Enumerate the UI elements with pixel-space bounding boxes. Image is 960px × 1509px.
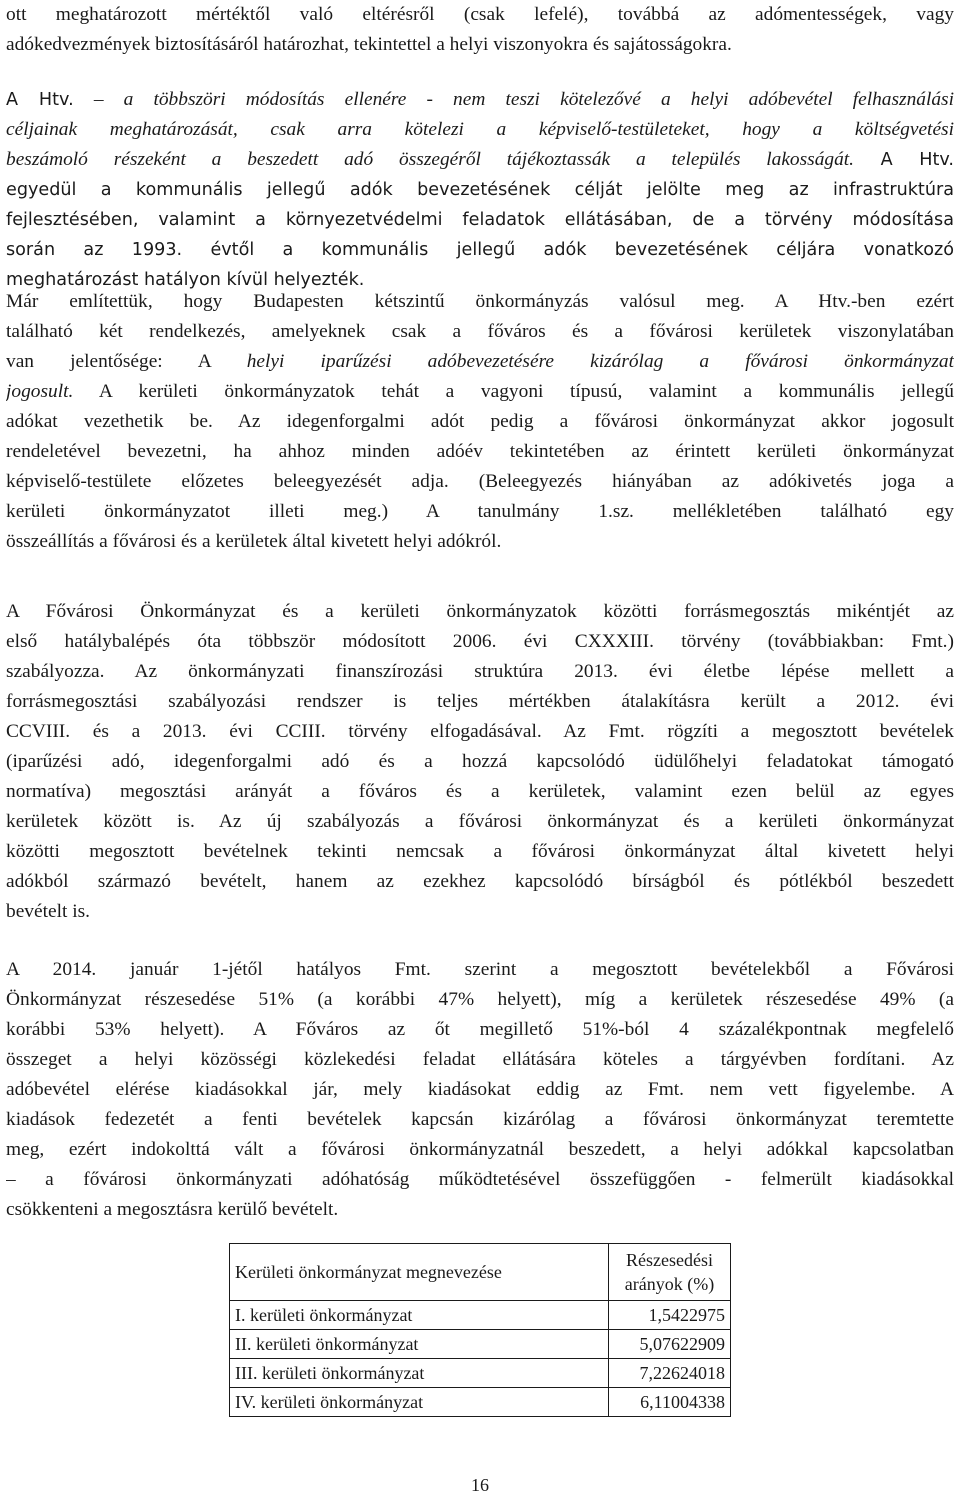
text-line: adókat vezethetik be. Az idegenforgalmi adót pedig a fővárosi önkormányzat akkor jogosult (6, 411, 954, 432)
column-header-name: Kerületi önkormányzat megnevezése (230, 1244, 609, 1301)
district-name-cell: IV. kerületi önkormányzat (230, 1388, 609, 1417)
text-line: bevételt is. (6, 901, 91, 922)
text-line: céljainak meghatározását, csak arra kötelezi a képviselő-testületeket, hogy a költségvetési (6, 119, 954, 140)
text-line: egyedül a kommunális jellegű adók bevezetésének célját jelölte meg az infrastruktúra (6, 180, 954, 200)
text-run: A kerületi önkormányzatok tehát a vagyoni típusú, valamint a kommunális jellegű (73, 381, 954, 402)
italic-text-run: jogosult. (6, 381, 74, 402)
paragraph-1 (6, 0, 954, 60)
text-line: adókból származó bevételt, hanem az ezekhez kapcsolódó bírságból és pótlékból beszedett (6, 871, 954, 892)
table-header-row (230, 1244, 731, 1301)
share-value-cell: 6,11004338 (609, 1388, 731, 1417)
table-row (230, 1330, 731, 1359)
text-line: Önkormányzat részesedése 51% (a korábbi 47% helyett), míg a kerületek részesedése 49% (a (6, 989, 954, 1010)
text-line: fejlesztésében, valamint a környezetvédelmi feladatok ellátásában, de a törvény módosítása (6, 210, 954, 230)
text-line: CCVIII. és a 2013. évi CCIII. törvény elfogadásával. Az Fmt. rögzíti a megosztott bevételek (6, 721, 954, 742)
text-line: normatíva) megosztási arányát a főváros és a kerületek, valamint ezen belül az egyes (6, 781, 954, 802)
district-name-cell: III. kerületi önkormányzat (230, 1359, 609, 1388)
paragraph-3 (6, 287, 954, 557)
text-line: kiadások fedezetét a fenti bevételek kapcsán kizárólag a fővárosi önkormányzat teremtette (6, 1109, 954, 1130)
share-value-cell: 1,5422975 (609, 1301, 731, 1330)
text-line (6, 347, 954, 377)
table-row (230, 1388, 731, 1417)
paragraph-5 (6, 955, 954, 1225)
table-row (230, 1359, 731, 1388)
text-line: összeállítás a fővárosi és a kerületek által kivetett helyi adókról. (6, 531, 502, 552)
text-line: szabályozza. Az önkormányzati finanszírozási struktúra 2013. évi életbe lépése mellett a (6, 661, 954, 682)
text-line: forrásmegosztási szabályozási rendszer is teljes mértékben átalakításra került a 2012. évi (6, 691, 954, 712)
text-line: található két rendelkezés, amelyeknek csak a főváros és a fővárosi kerületek viszonylatában (6, 321, 954, 342)
text-line: (iparűzési adó, idegenforgalmi adó és a hozzá kapcsolódó üdülőhelyi feladatokat támogató (6, 751, 954, 772)
text-line: A Fővárosi Önkormányzat és a kerületi önkormányzatok közötti forrásmegosztás mikéntjét az (6, 601, 954, 622)
text-line: rendeletével bevezetni, ha ahhoz minden adóév tekintetében az érintett kerületi önkormányzat (6, 441, 954, 462)
text-line: meghatározást hatályon kívül helyezték. (6, 270, 365, 290)
text-line (6, 85, 954, 115)
text-line: meg, ezért indokolttá vált a fővárosi önkormányzatnál beszedett, a helyi adókkal kapcsolatban (6, 1139, 954, 1160)
paragraph-4 (6, 597, 954, 927)
text-run: van jelentősége: A (6, 351, 247, 372)
text-line: során az 1993. évtől a kommunális jellegű adók bevezetésének céljára vonatkozó (6, 240, 954, 260)
district-name-cell: II. kerületi önkormányzat (230, 1330, 609, 1359)
text-line: összeget a helyi közösségi közlekedési feladat ellátására köteles a tárgyévben fordítani. Az (6, 1049, 954, 1070)
text-line: A 2014. január 1-jétől hatályos Fmt. szerint a megosztott bevételekből a Fővárosi (6, 959, 954, 980)
text-line: kerületi önkormányzatot illeti meg.) A tanulmány 1.sz. mellékletében található egy (6, 501, 954, 522)
text-line: – a fővárosi önkormányzati adóhatóság működtetésével összefüggően - felmerült kiadásokkal (6, 1169, 954, 1190)
text-line (6, 377, 954, 407)
table-row (230, 1301, 731, 1330)
text-line: Már említettük, hogy Budapesten kétszintű önkormányzás valósul meg. A Htv.-ben ezért (6, 291, 954, 312)
text-line: csökkenteni a megosztásra kerülő bevételt. (6, 1199, 339, 1220)
text-run: A Htv. (6, 90, 74, 110)
text-line: képviselő-testülete előzetes beleegyezését adja. (Beleegyezés hiányában az adókivetés joga a (6, 471, 954, 492)
italic-text-run: beszámoló részeként a beszedett adó összegéről tájékoztassák a település lakosságát. (6, 149, 855, 170)
text-line: kerületek között is. Az új szabályozás a fővárosi önkormányzat és a kerületi önkormányzat (6, 811, 954, 832)
share-value-cell: 7,22624018 (609, 1359, 731, 1388)
column-header-share: Részesedési arányok (%) (609, 1244, 731, 1301)
paragraph-2 (6, 85, 954, 295)
text-line: közötti megosztott bevételnek tekinti nemcsak a fővárosi önkormányzat által kivetett helyi (6, 841, 954, 862)
text-line (6, 145, 954, 175)
text-line: első hatálybalépés óta többször módosított 2006. évi CXXXIII. törvény (továbbiakban: Fmt.) (6, 631, 954, 652)
district-name-cell: I. kerületi önkormányzat (230, 1301, 609, 1330)
italic-text-run: – a többszöri módosítás ellenére - nem teszi kötelezővé a helyi adóbevétel felhasználási (73, 89, 954, 110)
page-number: 16 (471, 1475, 489, 1495)
district-share-table (229, 1243, 731, 1417)
text-run: A Htv. (854, 150, 954, 170)
text-line: adókedvezmények biztosításáról határozhat, tekintettel a helyi viszonyokra és sajátosságokra. (6, 34, 732, 55)
text-line: ott meghatározott mértéktől való eltérésről (csak lefelé), továbbá az adómentességek, vagy (6, 4, 954, 25)
share-value-cell: 5,07622909 (609, 1330, 731, 1359)
italic-text-run: helyi iparűzési adóbevezetésére kizárólag a fővárosi önkormányzat (246, 351, 954, 372)
text-line: korábbi 53% helyett). A Főváros az őt megillető 51%-ból 4 százalékpontnak megfelelő (6, 1019, 954, 1040)
text-line: adóbevétel elérése kiadásokkal jár, mely kiadásokat eddig az Fmt. nem vett figyelembe. A (6, 1079, 954, 1100)
